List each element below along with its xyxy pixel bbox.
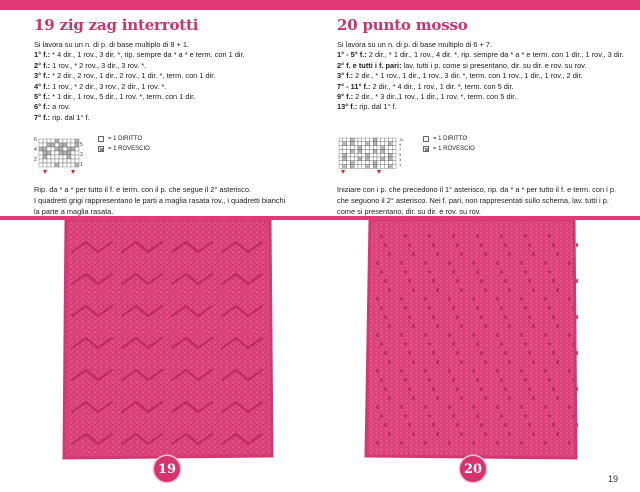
svg-text:9: 9 [399,142,402,147]
pattern-20-chart-block [337,134,475,174]
pattern-20-row-3: 3° f.: 2 dir., * 1 rov., 1 dir., 1 rov., 3 dir. *, term. con 1 rov., 1 dir., 1 rov., 2 dir. [337,71,583,81]
pattern-19-section [34,14,306,123]
svg-text:3: 3 [399,157,402,162]
pattern-20-legend [423,134,475,154]
pattern-19-row-3: 3° f.: * 2 dir., 2 rov., 1 dir., 2 rov., 1 dir. *, term. con 1 dir. [34,71,216,81]
pattern-19-row-4: 4° f.: 1 rov., * 2 dir., 3 rov., 2 dir., 1 rov. *. [34,81,167,91]
page-number: 19 [607,474,618,484]
pattern-19-intro: Si lavora su un n. di p. di base multiplo di 8 + 1. [34,40,190,49]
pattern-20-number-badge: 20 [460,456,486,482]
pattern-20-intro: Si lavora su un n. di p. di base multiplo di 6 + 7. [337,40,493,49]
pattern-19-knitting-chart [34,134,86,174]
knit-square-icon [423,136,429,142]
svg-text:3: 3 [80,152,83,158]
pattern-19-title: 19 zig zag interrotti [34,16,199,34]
svg-text:7: 7 [399,147,402,152]
purl-cross-icon [98,146,104,152]
knit-square-icon [98,136,104,142]
legend-purl: = 1 ROVESCIO [98,144,150,154]
legend-knit: = 1 DIRITTO [423,134,475,144]
pattern-19-legend [98,134,150,154]
legend-purl: = 1 ROVESCIO [423,144,475,154]
pattern-20-row-4: 7° - 11° f.: 2 dir., * 4 dir., 1 rov., 1 dir. *, term. con 5 dir. [337,81,514,91]
pattern-20-note: Iniziare con i p. che precedono il 1° asterisco, rip. da * a * per tutto il f. e term. con i p. che seguono il 2° asterisco. Nei f. pari, non rappresentati sullo schema, lav. tutti i p. come si presentano, dir. su dir. e rov. su rov. [337,185,617,216]
pattern-20-row-1: 1° - 5° f.: 2 dir., * 1 dir., 1 rov., 4 dir. *, rip. sempre da * a * e term. con 1 dir., 1 rov., 3 dir. [337,50,624,60]
pattern-20-row-5: 9° f.: 2 dir., * 3 dir.,1 rov., 1 dir., 1 rov. *, term. con 5 dir. [337,92,517,102]
svg-text:11: 11 [399,137,404,142]
pattern-20-swatch-image [364,220,578,460]
svg-text:5: 5 [80,142,83,148]
svg-text:6: 6 [34,137,37,143]
svg-text:4: 4 [34,147,37,153]
svg-text:1: 1 [399,162,402,167]
pattern-19-row-2: 2° f.: 1 rov., * 2 rov., 3 dir., 3 rov. *. [34,60,147,70]
svg-text:2: 2 [34,157,37,163]
svg-text:5: 5 [399,152,402,157]
pattern-20-row-6: 13° f.: rip. dal 1° f. [337,102,397,112]
pattern-20-section [337,14,624,113]
pattern-19-row-7: 7° f.: rip. dal 1° f. [34,112,90,122]
pattern-19-number-badge: 19 [154,456,180,482]
top-pink-bar [0,0,640,10]
pattern-19-note: Rip. da * a * per tutto il f. e term. con il p. che segue il 2° asterisco. I quadretti grigi rappresentano le parti a maglia rasata rov., i quadretti bianchi la parte a maglia rasata. [34,185,286,216]
pattern-19-row-6: 6° f.: a rov. [34,102,71,112]
pattern-20-knitting-chart [337,134,411,174]
pattern-19-row-1: 1° f.: * 4 dir., 1 rov., 3 dir. *, rip. sempre da * a * e term. con 1 dir. [34,50,245,60]
pattern-19-chart-block [34,134,150,174]
pattern-19-row-5: 5° f.: * 1 dir., 1 rov., 5 dir., 1 rov. *, term. con 1 dir. [34,92,196,102]
pattern-20-title: 20 punto mosso [337,16,468,34]
pattern-20-row-2: 2° f. e tutti i f. pari: lav. tutti i p. come si presentano, dir. su dir. e rov. su rov. [337,60,587,70]
svg-text:1: 1 [80,162,83,168]
purl-cross-icon [423,146,429,152]
legend-knit: = 1 DIRITTO [98,134,150,144]
pattern-19-swatch-image [62,220,274,460]
